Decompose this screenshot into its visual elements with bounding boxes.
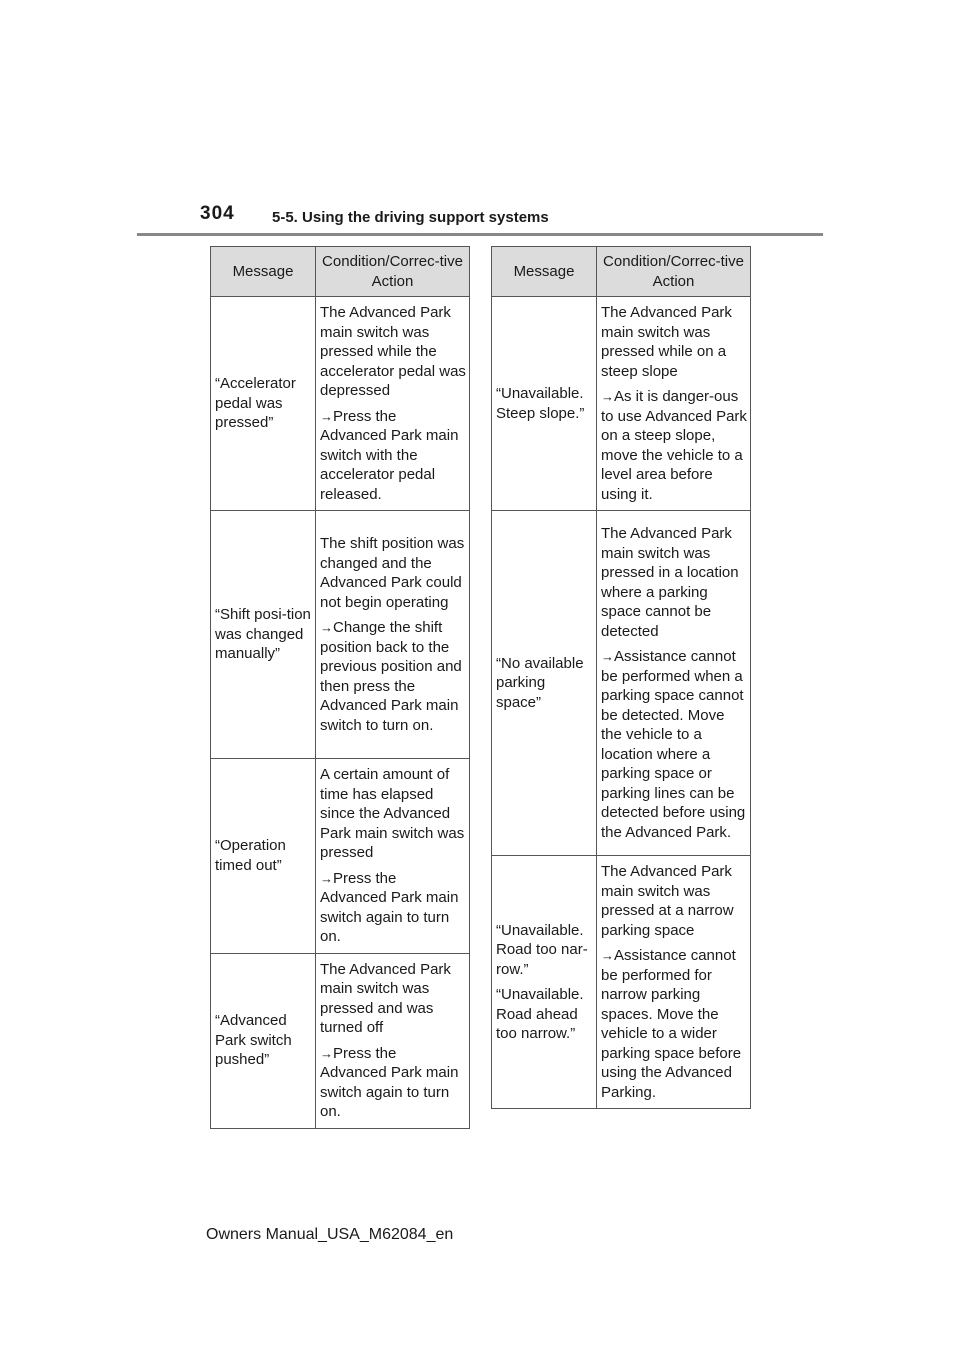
arrow-right-icon: → — [601, 389, 614, 404]
message-text: “Unavailable. Road too nar-row.” — [496, 921, 588, 978]
table-row — [492, 511, 751, 856]
condition-cell — [316, 953, 470, 1128]
corrective-action — [320, 618, 466, 735]
message-text: “Accelerator pedal was pressed” — [215, 375, 296, 432]
column-header-message: Message — [492, 247, 597, 297]
message-cell — [211, 297, 316, 511]
table-row — [211, 759, 470, 954]
condition-cell — [597, 856, 751, 1109]
arrow-right-icon: → — [601, 948, 614, 963]
message-cell — [211, 953, 316, 1128]
message-table-right — [491, 246, 751, 1109]
corrective-action — [320, 407, 466, 505]
arrow-right-icon: → — [320, 1045, 333, 1061]
table-header-row — [492, 247, 751, 297]
condition-text: A certain amount of time has elapsed since the Advanced Park main switch was pressed — [320, 766, 465, 861]
message-text: “Unavailable. Steep slope.” — [496, 385, 585, 422]
corrective-action-text: Assistance cannot be performed when a parking space cannot be detected. Move the vehicle to a location where a parking space or parking lines can be detected before using the Advanced Park. — [601, 648, 746, 841]
table-row — [211, 297, 470, 511]
message-cell — [492, 856, 597, 1109]
message-text: “Unavailable. Road ahead too narrow.” — [496, 986, 584, 1042]
message-cell — [492, 511, 597, 856]
corrective-action — [601, 647, 747, 842]
arrow-right-icon: → — [601, 649, 614, 664]
corrective-action-text: Change the shift position back to the previous position and then press the Advanced Park main switch to turn on. — [320, 619, 462, 734]
message-text: “Advanced Park switch pushed” — [215, 1012, 292, 1069]
page-number: 304 — [200, 203, 235, 224]
table-row — [492, 856, 751, 1109]
corrective-action-text: Press the Advanced Park main switch again to turn on. — [320, 869, 459, 945]
condition-text: The Advanced Park main switch was pressed while on a steep slope — [601, 304, 732, 380]
footer-manual-id: Owners Manual_USA_M62084_en — [206, 1226, 454, 1243]
condition-cell — [316, 511, 470, 759]
message-table-left — [210, 246, 470, 1129]
message-text: “Operation timed out” — [215, 837, 286, 874]
section-title: 5-5. Using the driving support systems — [272, 209, 549, 226]
message-text: “Shift posi-tion was changed manually” — [215, 606, 311, 663]
column-header-condition: Condition/Correc-tive Action — [316, 247, 470, 297]
condition-cell — [316, 759, 470, 954]
corrective-action-text: Press the Advanced Park main switch again to turn on. — [320, 1044, 459, 1120]
message-cell — [211, 759, 316, 954]
corrective-action — [601, 946, 747, 1102]
message-cell — [492, 297, 597, 511]
column-header-message: Message — [211, 247, 316, 297]
condition-text: The shift position was changed and the Advanced Park could not begin operating — [320, 535, 465, 611]
condition-text: The Advanced Park main switch was pressed and was turned off — [320, 960, 451, 1036]
arrow-right-icon: → — [320, 620, 333, 635]
table-row — [492, 297, 751, 511]
corrective-action — [320, 1044, 466, 1122]
table-header-row — [211, 247, 470, 297]
condition-text: The Advanced Park main switch was pressed while the accelerator pedal was depressed — [320, 304, 466, 399]
condition-text: The Advanced Park main switch was pressed in a location where a parking space cannot be detected — [601, 525, 739, 640]
arrow-right-icon: → — [320, 870, 333, 886]
corrective-action — [601, 387, 747, 504]
corrective-action — [320, 869, 466, 947]
column-header-condition: Condition/Correc-tive Action — [597, 247, 751, 297]
condition-cell — [597, 511, 751, 856]
condition-cell — [316, 297, 470, 511]
condition-cell — [597, 297, 751, 511]
header-rule — [137, 233, 823, 236]
arrow-right-icon: → — [320, 408, 333, 424]
corrective-action-text: As it is danger-ous to use Advanced Park on a steep slope, move the vehicle to a level area before using it. — [601, 388, 747, 503]
table-row — [211, 511, 470, 759]
message-cell — [211, 511, 316, 759]
condition-text: The Advanced Park main switch was pressed at a narrow parking space — [601, 863, 734, 939]
table-row — [211, 953, 470, 1128]
corrective-action-text: Press the Advanced Park main switch with the accelerator pedal released. — [320, 407, 459, 503]
corrective-action-text: Assistance cannot be performed for narrow parking spaces. Move the vehicle to a wider parking space before using the Advanced Parking. — [601, 947, 742, 1101]
message-text: “No available parking space” — [496, 654, 584, 711]
